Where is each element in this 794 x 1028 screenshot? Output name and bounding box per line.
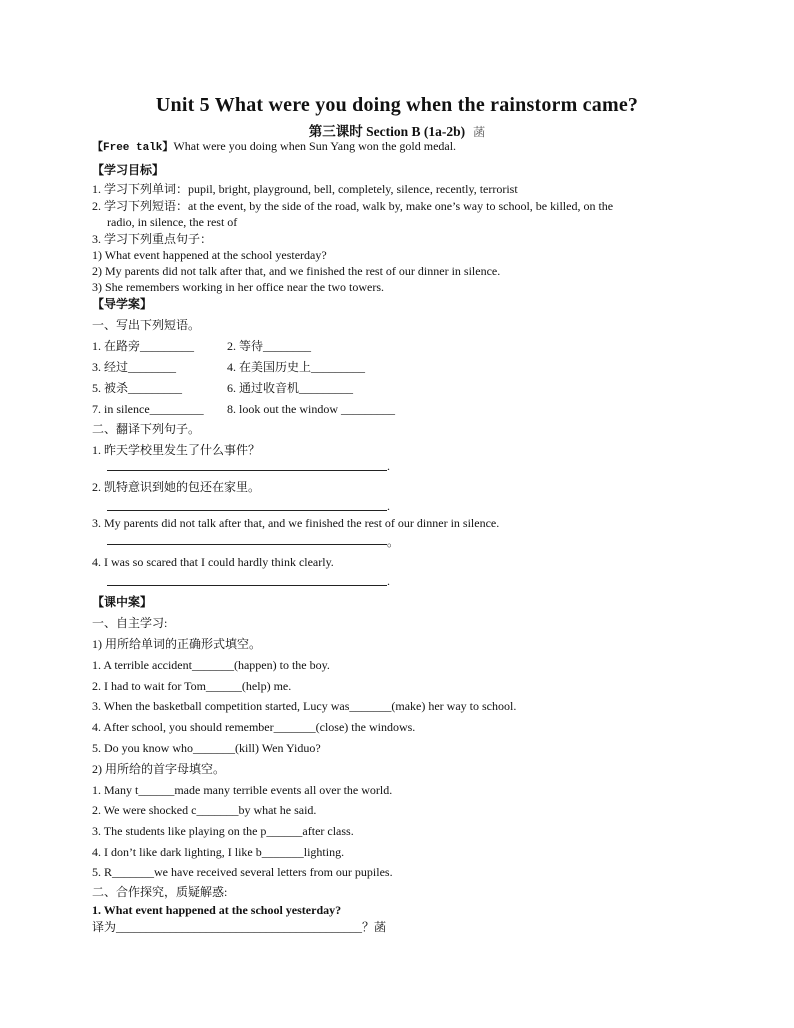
answer-4-end: . <box>387 574 390 588</box>
answer-3-end: 。 <box>387 535 400 549</box>
translate-4: 4. I was so scared that I could hardly think clearly. <box>92 555 334 569</box>
goals-item-2: 2. 学习下列短语：at the event, by the side of the road, walk by, make one’s way to school, be killed, on the <box>92 199 614 213</box>
exercise-2-item-2: 2. We were shocked c_______by what he said. <box>92 803 317 817</box>
question-1-translation-text: 译为_________________________________________？ <box>92 920 375 934</box>
exercise-1-title: 1) 用所给单词的正确形式填空。 <box>92 637 261 651</box>
phrase-7: 7. in silence_________ <box>92 402 204 416</box>
free-talk-text: What were you doing when Sun Yang won the gold medal. <box>173 139 457 153</box>
free-talk-line <box>92 139 456 156</box>
page-subtitle <box>0 120 794 140</box>
exercise-2-item-3: 3. The students like playing on the p______after class. <box>92 824 354 838</box>
phrase-3: 3. 经过________ <box>92 360 177 374</box>
phrase-8: 8. look out the window _________ <box>227 402 395 416</box>
guide-part-1: 一、写出下列短语。 <box>92 318 201 332</box>
answer-line-4[interactable] <box>107 585 387 586</box>
goals-sentence-1: 1) What event happened at the school yesterday? <box>92 248 327 262</box>
question-1: 1. What event happened at the school yesterday? <box>92 903 342 917</box>
exercise-2-item-5: 5. R_______we have received several letters from our pupiles. <box>92 865 393 879</box>
subtitle-mark: 菡 <box>473 125 486 139</box>
exercise-1-item-2: 2. I had to wait for Tom______(help) me. <box>92 679 292 693</box>
translate-3: 3. My parents did not talk after that, and we finished the rest of our dinner in silence. <box>92 516 500 530</box>
page-title: Unit 5 What were you doing when the rainstorm came? <box>155 94 639 116</box>
goals-item-3: 3. 学习下列重点句子： <box>92 232 213 246</box>
exercise-1-item-3: 3. When the basketball competition started, Lucy was_______(make) her way to school. <box>92 699 517 713</box>
question-1-translation <box>92 920 386 935</box>
goals-sentence-2: 2) My parents did not talk after that, and we finished the rest of our dinner in silence. <box>92 264 501 278</box>
answer-1-end: . <box>387 459 390 473</box>
class-part-2: 二、合作探究，质疑解惑: <box>92 885 228 899</box>
goals-item-2-cont: radio, in silence, the rest of <box>107 215 238 229</box>
goals-item-1: 1. 学习下列单词：pupil, bright, playground, bell, completely, silence, recently, terrorist <box>92 182 518 196</box>
phrase-6: 6. 通过收音机_________ <box>227 381 354 395</box>
answer-2-end: . <box>387 499 390 513</box>
guide-heading: 【导学案】 <box>92 297 153 311</box>
class-heading: 【课中案】 <box>92 595 153 609</box>
phrase-1: 1. 在路旁_________ <box>92 339 195 353</box>
exercise-2-item-4: 4. I don’t like dark lighting, I like b_______lighting. <box>92 845 345 859</box>
free-talk-label: 【Free talk】 <box>92 142 174 154</box>
answer-line-2[interactable] <box>107 510 387 511</box>
exercise-2-title: 2) 用所给的首字母填空。 <box>92 762 225 776</box>
class-part-1: 一、自主学习: <box>92 616 168 630</box>
exercise-1-item-5: 5. Do you know who_______(kill) Wen Yiduo? <box>92 741 321 755</box>
exercise-1-item-4: 4. After school, you should remember_______(close) the windows. <box>92 720 416 734</box>
exercise-2-item-1: 1. Many t______made many terrible events all over the world. <box>92 783 393 797</box>
goals-sentence-3: 3) She remembers working in her office near the two towers. <box>92 280 385 294</box>
phrase-4: 4. 在美国历史上_________ <box>227 360 366 374</box>
goals-heading: 【学习目标】 <box>92 163 165 177</box>
translate-1: 1. 昨天学校里发生了什么事件？ <box>92 443 261 457</box>
answer-line-3[interactable] <box>107 544 387 545</box>
guide-part-2: 二、翻译下列句子。 <box>92 422 201 436</box>
phrase-2: 2. 等待________ <box>227 339 312 353</box>
question-1-mark: 菡 <box>374 920 387 934</box>
answer-line-1[interactable] <box>107 470 387 471</box>
phrase-5: 5. 被杀_________ <box>92 381 183 395</box>
translate-2: 2. 凯特意识到她的包还在家里。 <box>92 480 261 494</box>
subtitle-text: 第三课时 Section B (1a-2b) <box>308 124 466 139</box>
exercise-1-item-1: 1. A terrible accident_______(happen) to the boy. <box>92 658 330 672</box>
